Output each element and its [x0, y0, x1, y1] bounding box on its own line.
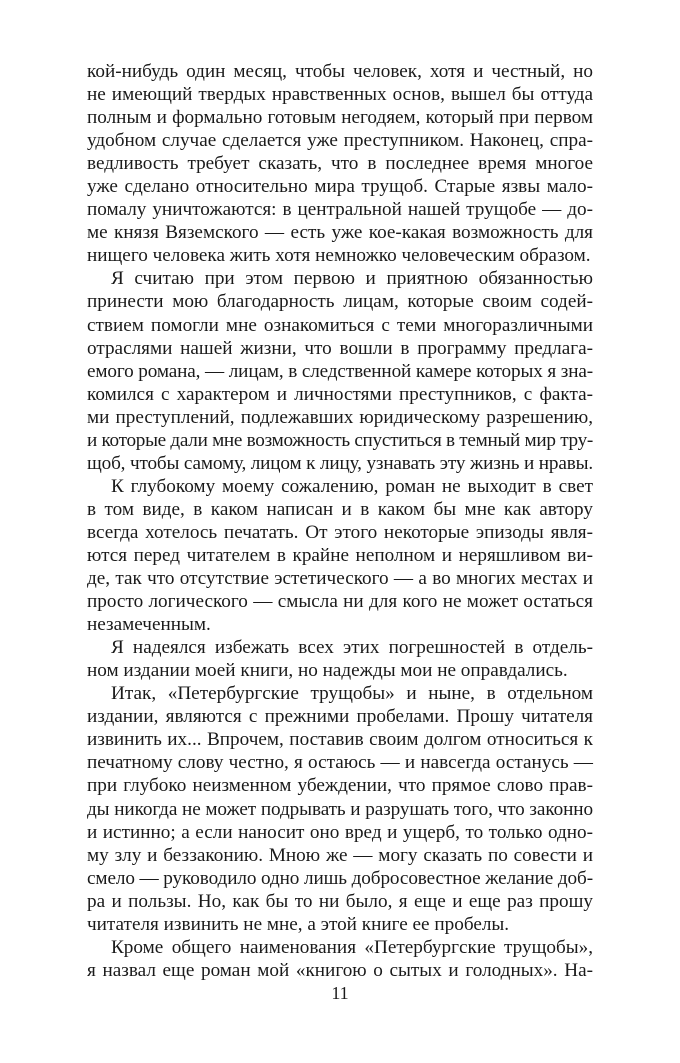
text-line: Я считаю при этом первою и приятною обязанностью [111, 268, 593, 290]
paragraph [87, 936, 593, 982]
text-line: де, так что отсутствие эстетического — а во многих местах и [87, 568, 593, 590]
text-line: ме князя Вяземского — есть уже кое-какая возможность для [87, 222, 593, 244]
text-line: при глубоко неизменном убеждении, что прямое слово прав- [87, 775, 593, 797]
paragraph [87, 267, 593, 474]
text-line: незамеченным. [87, 614, 211, 636]
paragraph [87, 682, 593, 936]
text-line: уже сделано относительно мира трущоб. Старые язвы мало- [87, 176, 593, 198]
text-line: ми преступлений, подлежавших юридическому разрешению, [87, 406, 593, 428]
text-line: отраслями нашей жизни, что вошли в программу предлага- [87, 337, 593, 359]
text-line: удобном случае сделается уже преступником. Наконец, спра- [87, 130, 593, 152]
paragraph [87, 475, 593, 636]
text-line: и истинно; а если наносит оно вред и ущерб, то только одно- [87, 821, 593, 843]
body-text [87, 60, 593, 982]
text-line: помалу уничтожаются: в центральной нашей трущобе — до- [87, 199, 593, 221]
text-line: ра и пользы. Но, как бы то ни было, я еще и еще раз прошу [87, 890, 593, 912]
paragraph [87, 60, 593, 267]
text-line: не имеющий твердых нравственных основ, вышел бы оттуда [87, 84, 593, 106]
page-number: 11 [331, 983, 349, 1003]
text-line: Я надеялся избежать всех этих погрешностей в отдель- [111, 637, 593, 659]
text-line: емого романа, — лицам, в следственной камере которых я зна- [87, 360, 593, 382]
text-line: Кроме общего наименования «Петербургские трущобы», [111, 936, 593, 958]
text-line: просто логического — смысла ни для кого не может остаться [87, 591, 593, 613]
text-line: К глубокому моему сожалению, роман не выходит в свет [111, 475, 593, 497]
text-line: му злу и беззаконию. Мною же — могу сказать по совести и [87, 844, 593, 866]
text-line: издании, являются с прежними пробелами. Прошу читателя [87, 706, 593, 728]
text-line: извинить их... Впрочем, поставив своим долгом относиться к [87, 729, 593, 751]
text-line: я назвал еще роман мой «книгою о сытых и голодных». На- [87, 959, 593, 981]
text-line: Итак, «Петербургские трущобы» и ныне, в отдельном [111, 683, 593, 705]
text-line: ются перед читателем в крайне неполном и неряшливом ви- [87, 544, 593, 566]
text-line: читателя извинить не мне, а этой книге ее пробелы. [87, 913, 510, 935]
text-line: нищего человека жить хотя немножко человеческим образом. [87, 245, 591, 267]
text-line: всегда хотелось печатать. От этого некоторые эпизоды явля- [87, 521, 593, 543]
text-line: кой-нибудь один месяц, чтобы человек, хотя и честный, но [87, 61, 593, 82]
text-line: комился с характером и личностями преступников, с факта- [87, 383, 593, 405]
text-line: ведливость требует сказать, что в последнее время многое [87, 153, 593, 175]
text-line: печатному слову честно, я остаюсь — и навсегда останусь — [87, 752, 593, 774]
text-line: принести мою благодарность лицам, которые своим содей- [87, 291, 593, 313]
text-line: смело — руководило одно лишь добросовестное желание доб- [87, 867, 593, 889]
text-line: ды никогда не может подрывать и разрушать того, что законно [87, 798, 593, 820]
text-line: щоб, чтобы самому, лицом к лицу, узнавать эту жизнь и нравы. [87, 452, 593, 474]
text-line: полным и формально готовым негодяем, который при первом [87, 107, 593, 129]
text-line: и которые дали мне возможность спуститься в темный мир тру- [87, 429, 593, 451]
text-line: в том виде, в каком написан и в каком бы мне как автору [87, 498, 593, 520]
paragraph [87, 636, 593, 682]
text-line: ном издании моей книги, но надежды мои не оправдались. [87, 660, 568, 682]
text-line: ствием помогли мне ознакомиться с теми многоразличными [87, 314, 593, 336]
